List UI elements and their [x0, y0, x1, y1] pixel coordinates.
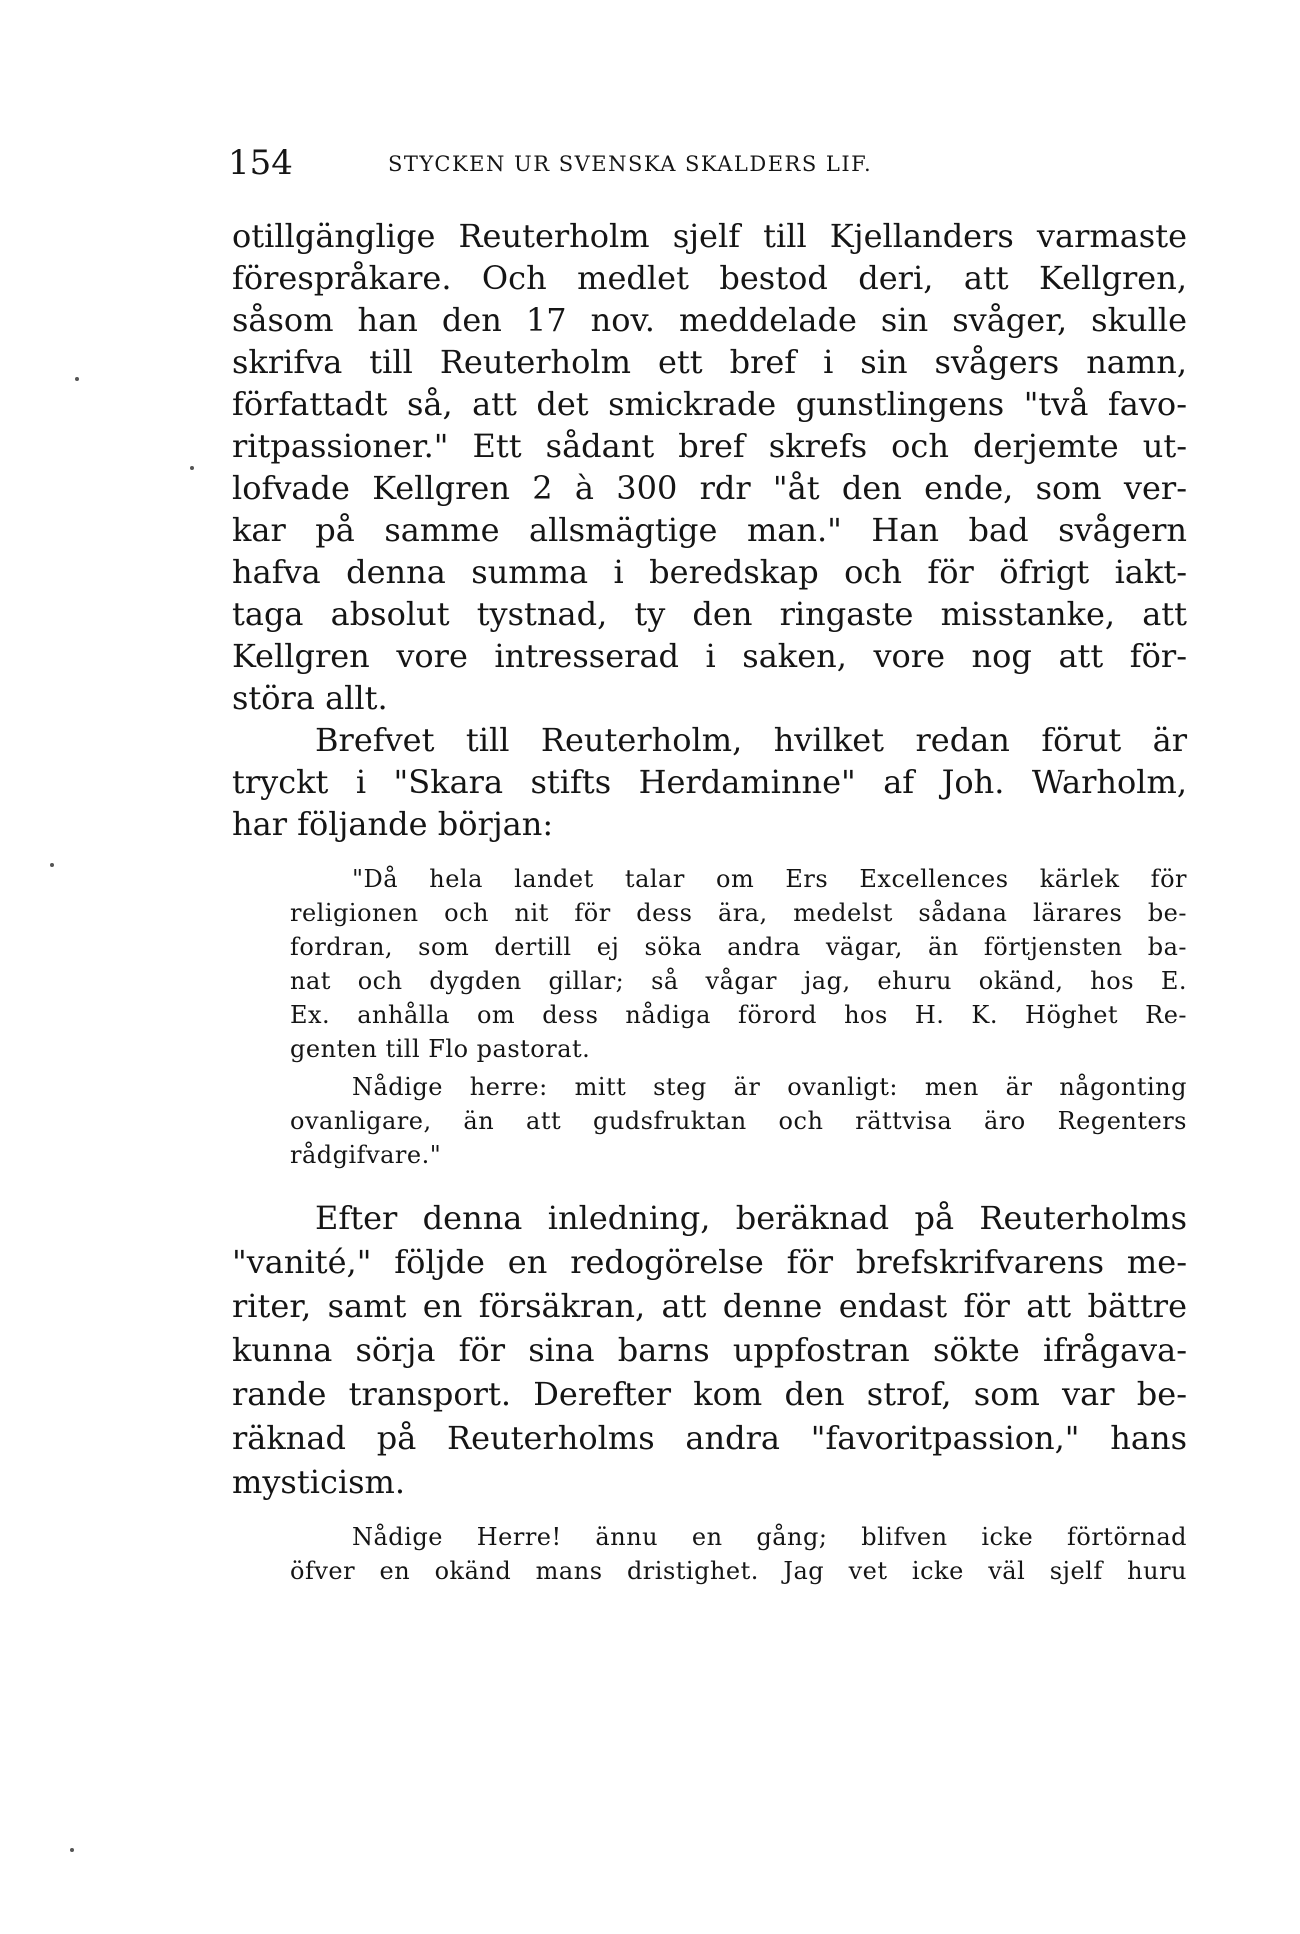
- body-line: såsom han den 17 nov. meddelade sin svåger, skulle: [232, 301, 1187, 339]
- quote-line: Nådige Herre! ännu en gång; blifven icke förtörnad: [352, 1523, 1187, 1551]
- page-header: [228, 140, 1188, 186]
- body-line: taga absolut tystnad, ty den ringaste misstanke, att: [232, 595, 1187, 633]
- body-line: rande transport. Derefter kom den strof, som var be-: [232, 1375, 1187, 1413]
- body-line: lofvade Kellgren 2 à 300 rdr "åt den ende, som ver-: [232, 469, 1187, 507]
- body-line: Kellgren vore intresserad i saken, vore nog att för-: [232, 637, 1187, 675]
- quote-line: ovanligare, än att gudsfruktan och rättvisa äro Regenters: [290, 1107, 1187, 1135]
- quote-line: religionen och nit för dess ära, medelst sådana lärares be-: [290, 899, 1187, 927]
- body-line: kunna sörja för sina barns uppfostran sökte ifrågava-: [232, 1331, 1187, 1369]
- body-line: författadt så, att det smickrade gunstlingens "två favo-: [232, 385, 1187, 423]
- body-line: räknad på Reuterholms andra "favoritpassion," hans: [232, 1419, 1187, 1457]
- print-speck: [70, 1848, 74, 1852]
- body-line: Brefvet till Reuterholm, hvilket redan förut är: [315, 721, 1187, 759]
- body-line: hafva denna summa i beredskap och för öfrigt iakt-: [232, 553, 1187, 591]
- body-line: skrifva till Reuterholm ett bref i sin svågers namn,: [232, 343, 1187, 381]
- print-speck: [50, 863, 54, 867]
- running-title: STYCKEN UR SVENSKA SKALDERS LIF.: [388, 152, 873, 176]
- quote-line: öfver en okänd mans dristighet. Jag vet icke väl sjelf huru: [290, 1557, 1187, 1585]
- print-speck: [190, 466, 194, 470]
- page-number: 154: [228, 143, 293, 183]
- quote-line: "Då hela landet talar om Ers Excellences kärlek för: [352, 865, 1187, 893]
- print-speck: [75, 377, 79, 381]
- quote-line: Nådige herre: mitt steg är ovanligt: men är någonting: [352, 1073, 1187, 1101]
- quote-line: genten till Flo pastorat.: [290, 1035, 591, 1063]
- body-line: förespråkare. Och medlet bestod deri, att Kellgren,: [232, 259, 1187, 297]
- quote-line: Ex. anhålla om dess nådiga förord hos H. K. Höghet Re-: [290, 1001, 1187, 1029]
- body-line: kar på samme allsmägtige man." Han bad svågern: [232, 511, 1187, 549]
- body-line: mysticism.: [232, 1463, 406, 1501]
- quote-line: fordran, som dertill ej söka andra vägar, än förtjensten ba-: [290, 933, 1187, 961]
- body-line: störa allt.: [232, 679, 388, 717]
- body-line: Efter denna inledning, beräknad på Reuterholms: [315, 1199, 1187, 1237]
- body-line: riter, samt en försäkran, att denne endast för att bättre: [232, 1287, 1187, 1325]
- quote-line: rådgifvare.": [290, 1141, 442, 1169]
- body-line: otillgänglige Reuterholm sjelf till Kjellanders varmaste: [232, 217, 1187, 255]
- quote-line: nat och dygden gillar; så vågar jag, ehuru okänd, hos E.: [290, 967, 1187, 995]
- body-line: "vanité," följde en redogörelse för brefskrifvarens me-: [232, 1243, 1187, 1281]
- body-line: ritpassioner." Ett sådant bref skrefs och derjemte ut-: [232, 427, 1187, 465]
- body-line: tryckt i "Skara stifts Herdaminne" af Joh. Warholm,: [232, 763, 1187, 801]
- body-line: har följande början:: [232, 805, 554, 843]
